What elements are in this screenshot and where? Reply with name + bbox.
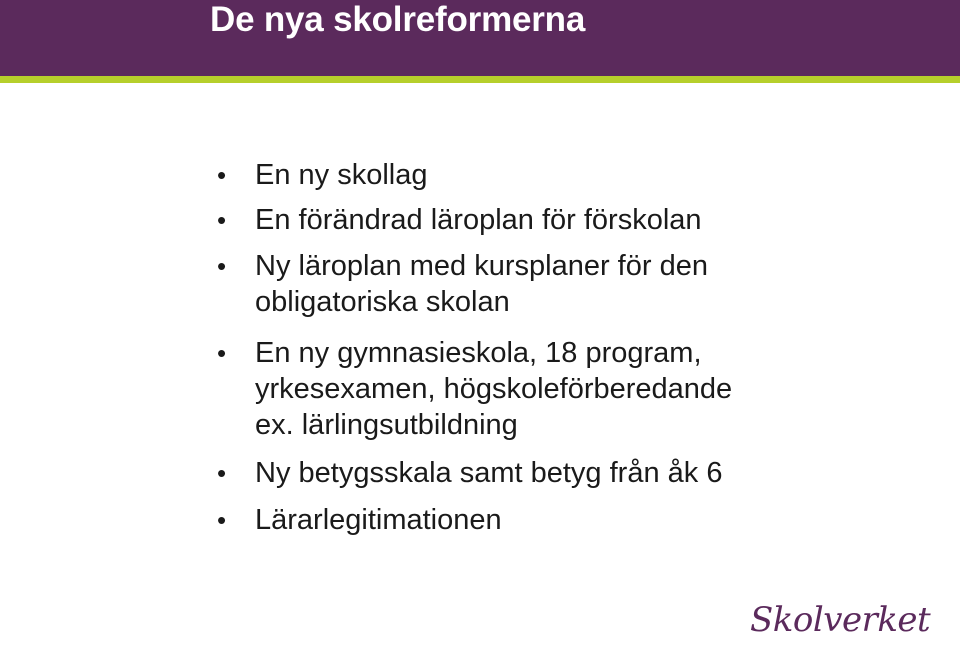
bullet-text: En ny gymnasieskola, 18 program, yrkesexamen, högskoleförberedande ex. lärlingsutbildning (255, 337, 733, 441)
bullet-icon: • (217, 505, 227, 535)
header-accent-stripe (0, 76, 960, 83)
bullet-text: Lärarlegitimationen (255, 504, 502, 536)
skolverket-logo: Skolverket (750, 600, 931, 640)
bullet-icon: • (217, 338, 227, 368)
bullet-text: En förändrad läroplan för förskolan (255, 204, 702, 236)
bullet-text: Ny betygsskala samt betyg från åk 6 (255, 457, 723, 489)
bullet-text: Ny läroplan med kursplaner för den obligatoriska skolan (255, 250, 708, 318)
bullet-icon: • (217, 205, 227, 235)
bullet-icon: • (217, 251, 227, 281)
slide-title: De nya skolreformerna (210, 0, 586, 39)
bullet-icon: • (217, 458, 227, 488)
bullet-icon: • (217, 160, 227, 190)
bullet-text: En ny skollag (255, 159, 428, 191)
